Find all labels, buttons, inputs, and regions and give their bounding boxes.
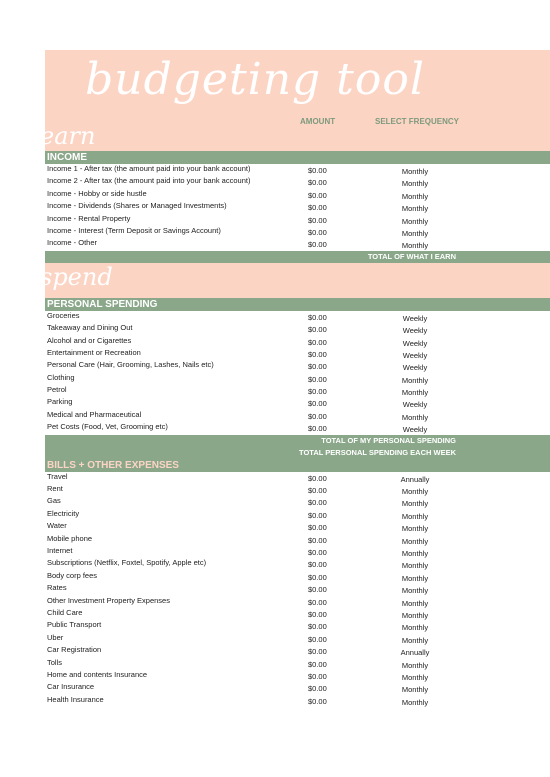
row-label: Clothing bbox=[47, 372, 75, 382]
table-row bbox=[45, 226, 550, 238]
table-row bbox=[45, 496, 550, 508]
row-label: Income - Other bbox=[47, 238, 98, 248]
amount-field[interactable]: $0.00 bbox=[308, 166, 327, 175]
table-row bbox=[45, 546, 550, 558]
frequency-select[interactable]: Monthly bbox=[401, 561, 429, 571]
frequency-select[interactable]: Weekly bbox=[402, 350, 428, 360]
row-label: Income - Rental Property bbox=[47, 213, 131, 223]
frequency-select[interactable]: Weekly bbox=[402, 363, 428, 373]
frequency-column-header: SELECT FREQUENCY bbox=[375, 117, 460, 126]
row-label: Child Care bbox=[47, 607, 83, 617]
row-label: Alcohol and or Cigarettes bbox=[47, 335, 132, 345]
table-row bbox=[45, 336, 550, 348]
frequency-select[interactable]: Weekly bbox=[402, 338, 428, 348]
table-row bbox=[45, 348, 550, 360]
amount-field[interactable]: $0.00 bbox=[308, 203, 327, 213]
frequency-select[interactable]: Monthly bbox=[401, 524, 429, 534]
earn-script-heading: earn bbox=[40, 122, 96, 150]
amount-field[interactable]: $0.00 bbox=[308, 535, 327, 545]
row-label: Public Transport bbox=[47, 620, 102, 630]
frequency-select[interactable]: Monthly bbox=[401, 635, 429, 645]
row-label: Tolls bbox=[47, 657, 63, 667]
row-label: Health Insurance bbox=[47, 694, 104, 704]
row-label: Car Insurance bbox=[47, 682, 95, 692]
row-label: Car Registration bbox=[47, 645, 102, 655]
table-row bbox=[45, 608, 550, 620]
frequency-select[interactable]: Monthly bbox=[401, 412, 429, 422]
amount-field[interactable]: $0.00 bbox=[308, 337, 327, 347]
row-label: Gas bbox=[47, 496, 61, 506]
row-label: Income - Interest (Term Deposit or Savings Account) bbox=[47, 225, 221, 235]
row-label: Pet Costs (Food, Vet, Grooming etc) bbox=[47, 422, 168, 432]
table-row bbox=[45, 385, 550, 397]
income-section-header: INCOME bbox=[45, 151, 550, 164]
frequency-select[interactable]: Monthly bbox=[401, 610, 429, 620]
table-row bbox=[45, 238, 550, 250]
frequency-select[interactable]: Monthly bbox=[401, 586, 429, 596]
frequency-select[interactable]: Weekly bbox=[402, 425, 428, 435]
row-label: Takeaway and Dining Out bbox=[47, 323, 133, 333]
frequency-select[interactable]: Monthly bbox=[401, 598, 429, 608]
amount-field[interactable]: $0.00 bbox=[308, 634, 327, 644]
amount-field[interactable]: $0.00 bbox=[308, 424, 327, 434]
amount-field[interactable]: $0.00 bbox=[308, 349, 327, 359]
row-label: Income 1 - After tax (the amount paid into your bank account) bbox=[47, 164, 251, 173]
frequency-select[interactable]: Monthly bbox=[401, 660, 429, 670]
spend-band bbox=[40, 262, 550, 298]
amount-field[interactable]: $0.00 bbox=[308, 498, 327, 508]
table-row bbox=[45, 360, 550, 372]
amount-field[interactable]: $0.00 bbox=[308, 523, 327, 533]
row-label: Mobile phone bbox=[47, 533, 93, 543]
amount-field[interactable]: $0.00 bbox=[308, 411, 327, 421]
frequency-select[interactable]: Monthly bbox=[401, 685, 429, 695]
frequency-select[interactable]: Weekly bbox=[402, 326, 428, 336]
amount-field[interactable]: $0.00 bbox=[308, 510, 327, 520]
row-label: Personal Care (Hair, Grooming, Lashes, Nails etc) bbox=[47, 360, 214, 370]
row-label: Rent bbox=[47, 484, 63, 494]
row-label: Internet bbox=[47, 545, 73, 555]
amount-field[interactable]: $0.00 bbox=[308, 473, 327, 483]
table-row bbox=[45, 201, 550, 213]
frequency-select[interactable]: Monthly bbox=[401, 388, 429, 398]
row-label: Income - Dividends (Shares or Managed Investments) bbox=[47, 201, 227, 211]
table-row bbox=[45, 472, 550, 484]
amount-field[interactable]: $0.00 bbox=[308, 399, 327, 409]
page-title: budgeting tool bbox=[85, 54, 425, 105]
table-row bbox=[45, 373, 550, 385]
amount-field[interactable]: $0.00 bbox=[308, 671, 327, 681]
frequency-select[interactable]: Annually bbox=[400, 474, 430, 484]
frequency-select[interactable]: Monthly bbox=[401, 204, 429, 214]
table-row bbox=[45, 164, 550, 176]
table-row bbox=[45, 658, 550, 670]
table-row bbox=[45, 682, 550, 694]
amount-field[interactable]: $0.00 bbox=[308, 312, 327, 322]
frequency-select[interactable]: Monthly bbox=[401, 216, 429, 226]
amount-field[interactable]: $0.00 bbox=[308, 486, 327, 496]
frequency-select[interactable]: Monthly bbox=[401, 375, 429, 385]
amount-field[interactable]: $0.00 bbox=[308, 647, 327, 657]
table-row bbox=[45, 695, 550, 707]
frequency-select[interactable]: Monthly bbox=[401, 499, 429, 509]
table-row bbox=[45, 521, 550, 533]
frequency-select[interactable]: Annually bbox=[400, 648, 430, 658]
bills-rows bbox=[45, 472, 550, 707]
frequency-select[interactable]: Monthly bbox=[401, 511, 429, 521]
amount-field[interactable]: $0.00 bbox=[308, 597, 327, 607]
table-row bbox=[45, 311, 550, 323]
frequency-select[interactable]: Monthly bbox=[401, 573, 429, 583]
row-label: Groceries bbox=[47, 310, 80, 320]
table-row bbox=[45, 422, 550, 434]
amount-field[interactable]: $0.00 bbox=[308, 572, 327, 582]
amount-field[interactable]: $0.00 bbox=[308, 622, 327, 632]
amount-field[interactable]: $0.00 bbox=[308, 240, 327, 250]
amount-field[interactable]: $0.00 bbox=[308, 190, 327, 200]
amount-field[interactable]: $0.00 bbox=[308, 325, 327, 335]
amount-field[interactable]: $0.00 bbox=[308, 387, 327, 397]
table-row bbox=[45, 583, 550, 595]
amount-field[interactable]: $0.00 bbox=[308, 374, 327, 384]
table-row bbox=[45, 323, 550, 335]
personal-rows bbox=[45, 311, 550, 435]
total-weekly-row: TOTAL PERSONAL SPENDING EACH WEEK bbox=[45, 447, 550, 459]
title-band bbox=[40, 50, 550, 151]
row-label: Electricity bbox=[47, 508, 80, 518]
frequency-select[interactable]: Monthly bbox=[401, 179, 429, 189]
frequency-select[interactable]: Weekly bbox=[402, 313, 428, 323]
frequency-select[interactable]: Monthly bbox=[401, 548, 429, 558]
amount-field[interactable]: $0.00 bbox=[308, 547, 327, 557]
frequency-select[interactable]: Weekly bbox=[402, 400, 428, 410]
table-row bbox=[45, 633, 550, 645]
frequency-select[interactable]: Monthly bbox=[401, 672, 429, 682]
personal-spending-header: PERSONAL SPENDING bbox=[45, 298, 550, 311]
table-row bbox=[45, 484, 550, 496]
frequency-select[interactable]: Monthly bbox=[401, 697, 429, 707]
table-row bbox=[45, 534, 550, 546]
row-label: Home and contents Insurance bbox=[47, 669, 148, 679]
table-row bbox=[45, 410, 550, 422]
table-row bbox=[45, 620, 550, 632]
amount-field[interactable]: $0.00 bbox=[308, 362, 327, 372]
row-label: Medical and Pharmaceutical bbox=[47, 409, 142, 419]
table-row bbox=[45, 670, 550, 682]
row-label: Income - Hobby or side hustle bbox=[47, 188, 147, 198]
table-row bbox=[45, 571, 550, 583]
amount-field[interactable]: $0.00 bbox=[308, 178, 327, 188]
row-label: Water bbox=[47, 521, 67, 531]
table-row bbox=[45, 189, 550, 201]
frequency-select[interactable]: Monthly bbox=[401, 241, 429, 251]
row-label: Entertainment or Recreation bbox=[47, 347, 141, 357]
row-label: Body corp fees bbox=[47, 570, 98, 580]
table-row bbox=[45, 214, 550, 226]
amount-field[interactable]: $0.00 bbox=[308, 215, 327, 225]
total-personal-row: TOTAL OF MY PERSONAL SPENDING bbox=[45, 435, 550, 447]
amount-field[interactable]: $0.00 bbox=[308, 560, 327, 570]
frequency-select[interactable]: Monthly bbox=[401, 536, 429, 546]
amount-column-header: AMOUNT bbox=[300, 117, 336, 126]
frequency-select[interactable]: Monthly bbox=[401, 228, 429, 238]
income-rows bbox=[45, 164, 550, 251]
total-earn-row: TOTAL OF WHAT I EARN bbox=[45, 251, 550, 263]
bills-section-header: BILLS + OTHER EXPENSES bbox=[45, 459, 550, 472]
row-label: Subscriptions (Netflix, Foxtel, Spotify, Apple etc) bbox=[47, 558, 207, 568]
amount-field[interactable]: $0.00 bbox=[308, 227, 327, 237]
table-row bbox=[45, 645, 550, 657]
table-row bbox=[45, 176, 550, 188]
row-label: Parking bbox=[47, 397, 73, 407]
frequency-select[interactable]: Monthly bbox=[401, 487, 429, 497]
table-row bbox=[45, 509, 550, 521]
frequency-select[interactable]: Monthly bbox=[401, 191, 429, 201]
frequency-select[interactable]: Monthly bbox=[401, 167, 429, 176]
row-label: Petrol bbox=[47, 385, 67, 395]
amount-field[interactable]: $0.00 bbox=[308, 659, 327, 669]
budget-sheet bbox=[40, 50, 550, 707]
spend-script-heading: spend bbox=[40, 262, 113, 291]
table-row bbox=[45, 397, 550, 409]
amount-field[interactable]: $0.00 bbox=[308, 609, 327, 619]
table-row bbox=[45, 596, 550, 608]
row-label: Income 2 - After tax (the amount paid into your bank account) bbox=[47, 176, 251, 186]
amount-field[interactable]: $0.00 bbox=[308, 585, 327, 595]
row-label: Travel bbox=[47, 471, 68, 481]
frequency-select[interactable]: Monthly bbox=[401, 623, 429, 633]
amount-field[interactable]: $0.00 bbox=[308, 696, 327, 706]
row-label: Uber bbox=[47, 632, 64, 642]
table-row bbox=[45, 558, 550, 570]
amount-field[interactable]: $0.00 bbox=[308, 684, 327, 694]
row-label: Other Investment Property Expenses bbox=[47, 595, 170, 605]
row-label: Rates bbox=[47, 583, 67, 593]
